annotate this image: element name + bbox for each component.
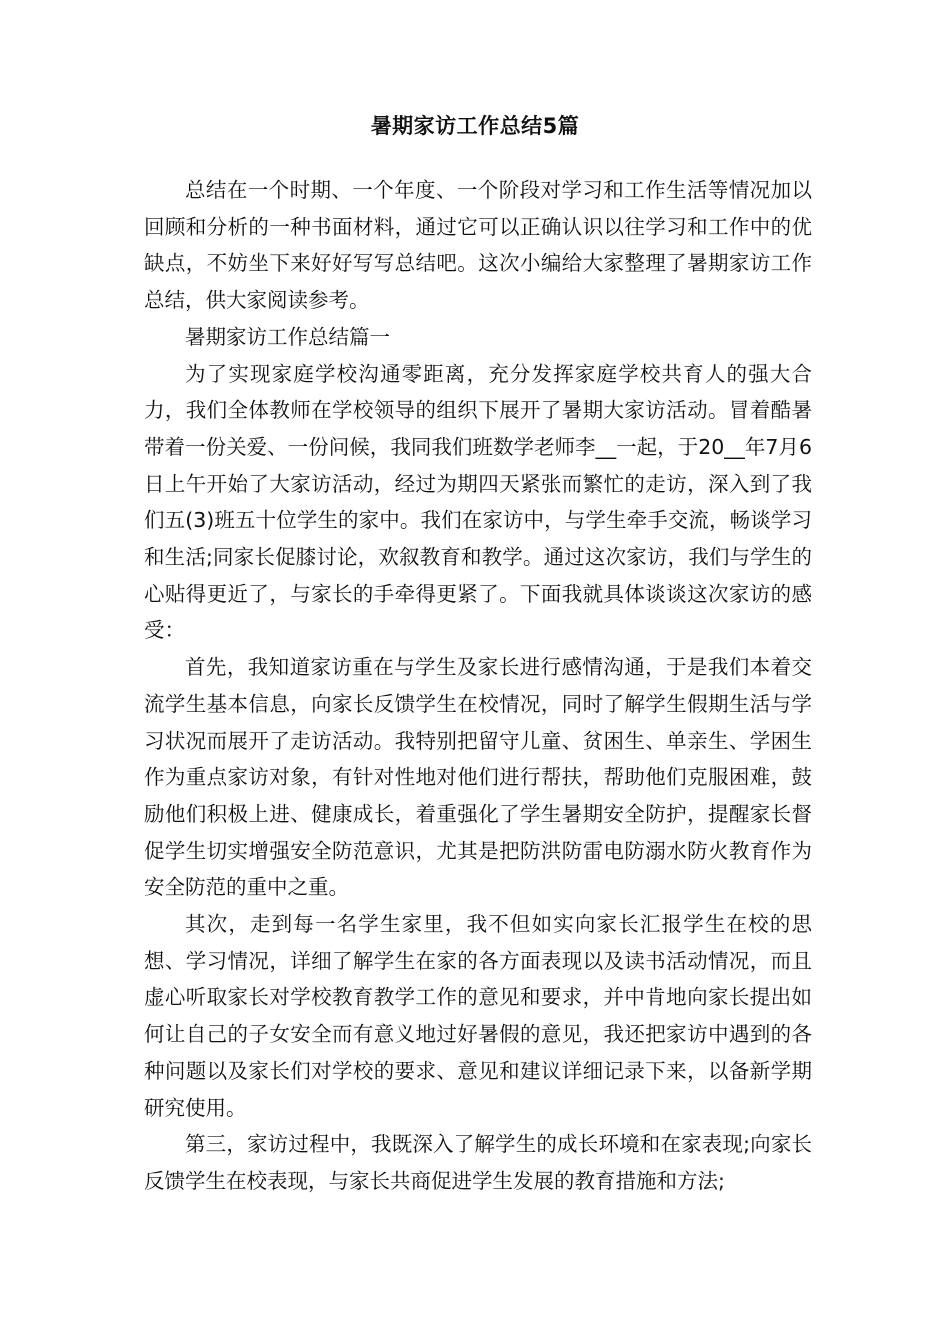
document-title: 暑期家访工作总结5篇: [370, 114, 580, 138]
paragraph-4: 第三，家访过程中，我既深入了解学生的成长环境和在家表现;向家长反馈学生在校表现，与家长共商促进学生发展的教育措施和方法;: [144, 1132, 812, 1193]
document-body: [144, 172, 812, 1200]
paragraph-intro: 总结在一个时期、一个年度、一个阶段对学习和工作生活等情况加以回顾和分析的一种书面材料，通过它可以正确认识以往学习和工作中的优缺点，不妨坐下来好好写写总结吧。这次小编给大家整理了暑期家访工作总结，供大家阅读参考。: [144, 178, 812, 313]
paragraph-3: 其次，走到每一名学生家里，我不但如实向家长汇报学生在校的思想、学习情况，详细了解学生在家的各方面表现以及读书活动情况，而且虚心听取家长对学校教育教学工作的意见和要求，并中肯地向家长提出如何让自己的子女安全而有意义地过好暑假的意见，我还把家访中遇到的各种问题以及家长们对学校的要求、意见和建议详细记录下来，以备新学期研究使用。: [144, 912, 812, 1120]
paragraph-1: 为了实现家庭学校沟通零距离，充分发挥家庭学校共育人的强大合力，我们全体教师在学校领导的组织下展开了暑期大家访活动。冒着酷暑带着一份关爱、一份问候，我同我们班数学老师李__一起，于20__年7月6日上午开始了大家访活动，经过为期四天紧张而繁忙的走访，深入到了我们五(3)班五十位学生的家中。我们在家访中，与学生牵手交流，畅谈学习和生活;同家长促膝讨论，欢叙教育和教学。通过这次家访，我们与学生的心贴得更近了，与家长的手牵得更紧了。下面我就具体谈谈这次家访的感受：: [144, 361, 812, 643]
paragraph-2: 首先，我知道家访重在与学生及家长进行感情沟通，于是我们本着交流学生基本信息，向家长反馈学生在校情况，同时了解学生假期生活与学习状况而展开了走访活动。我特别把留守儿童、贫困生、单亲生、学困生作为重点家访对象，有针对性地对他们进行帮扶，帮助他们克服困难，鼓励他们积极上进、健康成长，着重强化了学生暑期安全防护，提醒家长督促学生切实增强安全防范意识，尤其是把防洪防雷电防溺水防火教育作为安全防范的重中之重。: [144, 655, 812, 900]
section-heading: 暑期家访工作总结篇一: [185, 324, 390, 349]
